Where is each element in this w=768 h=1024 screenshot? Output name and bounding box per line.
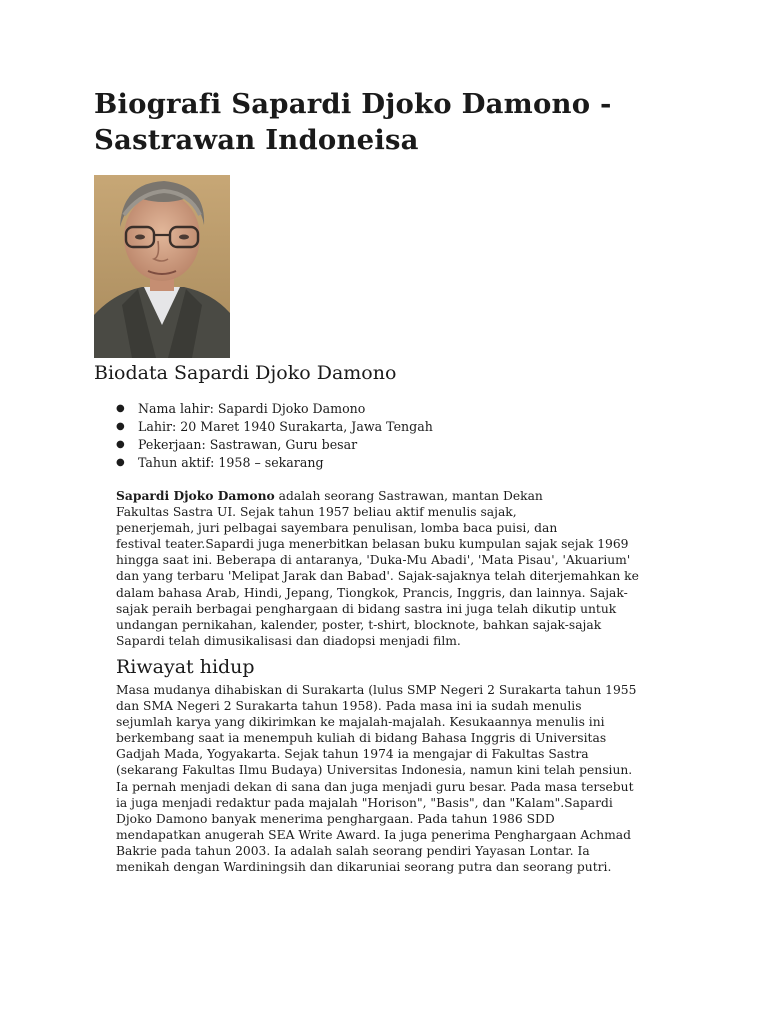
paragraph-line: Bakrie pada tahun 2003. Ia adalah salah seorang pendiri Yayasan Lontar. Ia: [116, 843, 590, 858]
bullet-icon: ●: [116, 403, 125, 414]
paragraph-line: Sapardi Djoko Damono adalah seorang Sastrawan, mantan Dekan: [116, 488, 543, 503]
intro-paragraph: [116, 488, 639, 649]
list-item: ● Tahun aktif: 1958 – sekarang: [116, 455, 324, 470]
paragraph-line: undangan pernikahan, kalender, poster, t-shirt, blocknote, bahkan sajak-sajak: [116, 617, 602, 632]
biodata-heading: Biodata Sapardi Djoko Damono: [94, 362, 397, 384]
paragraph-line: hingga saat ini. Beberapa di antaranya, 'Duka-Mu Abadi', 'Mata Pisau', 'Akuarium': [116, 553, 631, 568]
paragraph-line: Fakultas Sastra UI. Sejak tahun 1957 beliau aktif menulis sajak,: [116, 505, 517, 520]
list-item: ● Lahir: 20 Maret 1940 Surakarta, Jawa Tengah: [116, 419, 433, 434]
biodata-list: [116, 400, 433, 472]
bullet-icon: ●: [116, 457, 125, 468]
paragraph-line: (sekarang Fakultas Ilmu Budaya) Universitas Indonesia, namun kini telah pensiun.: [116, 763, 633, 778]
paragraph-line: ia juga menjadi redaktur pada majalah "Horison", "Basis", dan "Kalam".Sapardi: [116, 795, 613, 810]
paragraph-line: Ia pernah menjadi dekan di sana dan juga menjadi guru besar. Pada masa tersebut: [116, 779, 634, 794]
bullet-icon: ●: [116, 439, 125, 450]
bullet-icon: ●: [116, 421, 125, 432]
paragraph-line: sajak peraih berbagai penghargaan di bidang sastra ini juga telah dikutip untuk: [116, 601, 617, 616]
paragraph-line: dan SMA Negeri 2 Surakarta tahun 1958). Pada masa ini ia sudah menulis: [116, 699, 582, 714]
paragraph-line: Masa mudanya dihabiskan di Surakarta (lulus SMP Negeri 2 Surakarta tahun 1955: [116, 683, 637, 697]
paragraph-line: mendapatkan anugerah SEA Write Award. Ia juga penerima Penghargaan Achmad: [116, 827, 631, 842]
paragraph-line: Sapardi telah dimusikalisasi dan diadopsi menjadi film.: [116, 633, 461, 648]
riwayat-paragraph: [116, 682, 636, 875]
paragraph-line: sejumlah karya yang dikirimkan ke majalah-majalah. Kesukaannya menulis ini: [116, 715, 605, 730]
list-item: ● Nama lahir: Sapardi Djoko Damono: [116, 401, 366, 416]
paragraph-line: dalam bahasa Arab, Hindi, Jepang, Tiongkok, Prancis, Inggris, dan lainnya. Sajak-: [116, 585, 628, 600]
riwayat-heading: Riwayat hidup: [116, 656, 255, 678]
paragraph-line: Djoko Damono banyak menerima penghargaan. Pada tahun 1986 SDD: [116, 811, 555, 826]
paragraph-line: penerjemah, juri pelbagai sayembara penulisan, lomba baca puisi, dan: [116, 521, 558, 536]
list-item: ● Pekerjaan: Sastrawan, Guru besar: [116, 437, 358, 452]
portrait-photo: [94, 175, 230, 358]
page-title: Biografi Sapardi Djoko Damono - Sastrawan Indoneisa: [94, 88, 612, 156]
paragraph-line: festival teater.Sapardi juga menerbitkan belasan buku kumpulan sajak sejak 1969: [116, 537, 629, 552]
paragraph-line: dan yang terbaru 'Melipat Jarak dan Babad'. Sajak-sajaknya telah diterjemahkan ke: [116, 569, 639, 584]
paragraph-line: Gadjah Mada, Yogyakarta. Sejak tahun 1974 ia mengajar di Fakultas Sastra: [116, 747, 589, 762]
paragraph-line: berkembang saat ia menempuh kuliah di bidang Bahasa Inggris di Universitas: [116, 731, 607, 746]
subject-name: Sapardi Djoko Damono: [116, 488, 275, 503]
paragraph-line: menikah dengan Wardiningsih dan dikaruniai seorang putra dan seorang putri.: [116, 860, 612, 875]
